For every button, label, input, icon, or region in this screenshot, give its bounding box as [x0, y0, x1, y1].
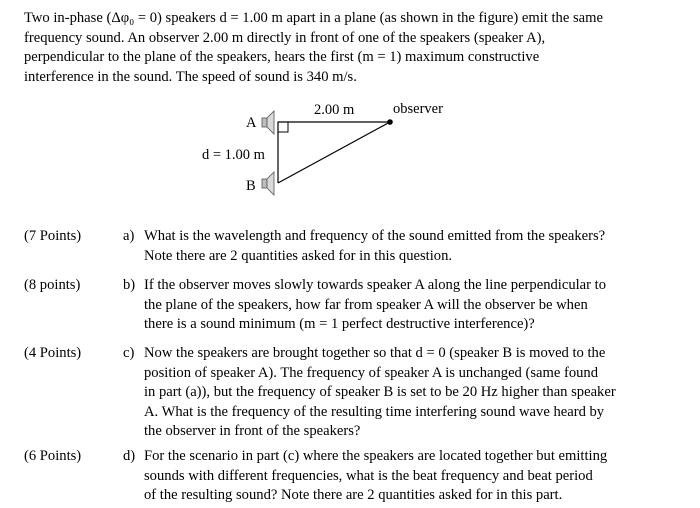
question-line: A. What is the frequency of the resulting time interfering sound wave heard by — [144, 403, 605, 420]
question-letter: d) — [123, 448, 136, 464]
hypotenuse-line — [278, 122, 390, 183]
question-line: the observer in front of the speakers? — [144, 423, 361, 439]
speaker-b-icon — [262, 172, 274, 195]
question-line: If the observer moves slowly towards speaker A along the line perpendicular to — [144, 277, 607, 293]
question-points: (7 Points) — [24, 228, 82, 244]
question-text — [144, 276, 686, 335]
right-angle-marker — [278, 122, 288, 132]
question-line: What is the wavelength and frequency of the sound emitted from the speakers? — [144, 228, 606, 244]
observer-dot — [387, 119, 393, 125]
question-points: (8 points) — [24, 277, 81, 293]
speaker-figure — [190, 97, 470, 202]
question-line: the plane of the speakers, how far from speaker A will the observer be when — [144, 296, 588, 313]
question-letter: b) — [123, 277, 136, 293]
question-line: of the resulting sound? Note there are 2 quantities asked for in this part. — [144, 487, 563, 503]
question-line: sounds with different frequencies, what is the beat frequency and beat period — [144, 467, 593, 484]
question-line: there is a sound minimum (m = 1 perfect destructive interference)? — [144, 316, 535, 332]
speaker-a-label: A — [246, 115, 257, 131]
question-line: Now the speakers are brought together so that d = 0 (speaker B is moved to the — [144, 345, 606, 361]
speaker-b-label: B — [246, 178, 256, 194]
problem-intro — [24, 9, 684, 87]
intro-line: Two in-phase (Δφ₀ = 0) speakers d = 1.00 m apart in a plane (as shown in the figure) emit the same — [24, 10, 603, 26]
question-points: (4 Points) — [24, 345, 82, 361]
question-points: (6 Points) — [24, 448, 82, 464]
question-line: position of speaker A). The frequency of speaker A is unchanged (same found — [144, 364, 599, 381]
observer-label: observer — [393, 101, 443, 117]
intro-line: perpendicular to the plane of the speakers, hears the first (m = 1) maximum constructive — [24, 49, 540, 65]
question-text — [144, 344, 686, 442]
distance-label: 2.00 m — [314, 102, 355, 118]
question-line: For the scenario in part (c) where the speakers are located together but emitting — [144, 448, 608, 464]
separation-label: d = 1.00 m — [202, 147, 265, 163]
question-text — [144, 227, 686, 266]
question-line: Note there are 2 quantities asked for in this question. — [144, 247, 453, 264]
speaker-a-icon — [262, 111, 274, 134]
intro-line: frequency sound. An observer 2.00 m directly in front of one of the speakers (speaker A), — [24, 29, 546, 46]
question-text — [144, 447, 686, 506]
question-line: in part (a)), but the frequency of speaker B is set to be 20 Hz higher than speaker — [144, 384, 616, 400]
question-letter: a) — [123, 228, 135, 244]
intro-line: interference in the sound. The speed of sound is 340 m/s. — [24, 68, 357, 85]
question-letter: c) — [123, 345, 135, 361]
